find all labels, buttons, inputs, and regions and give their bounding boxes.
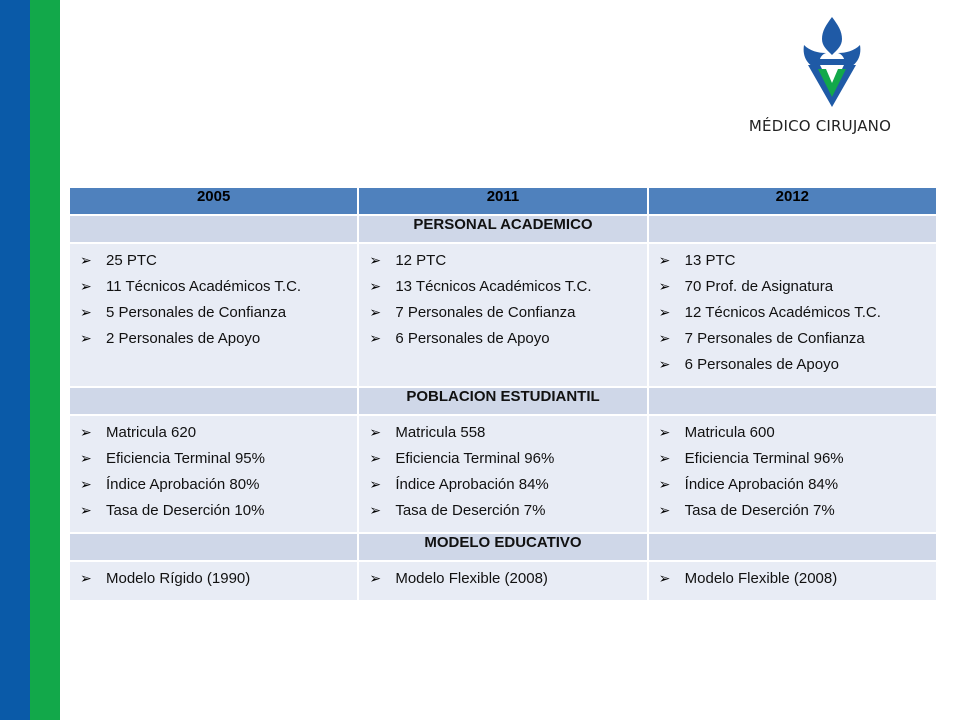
left-blue-bar <box>0 0 30 720</box>
list-item: ➢ 2 Personales de Apoyo <box>76 326 351 352</box>
bullet-list <box>359 562 646 600</box>
list-item: ➢ 11 Técnicos Académicos T.C. <box>76 274 351 300</box>
section-row-modelo-educativo <box>69 533 937 561</box>
table-row <box>69 415 937 533</box>
section-empty-cell <box>648 215 937 243</box>
section-empty-cell <box>648 387 937 415</box>
table-cell-2011 <box>358 415 647 533</box>
bullet-list <box>359 416 646 532</box>
bullet-list <box>649 416 936 532</box>
list-item: ➢ 25 PTC <box>76 248 351 274</box>
table-cell-2012 <box>648 243 937 387</box>
list-item: ➢ 7 Personales de Confianza <box>365 300 640 326</box>
bullet-list <box>359 244 646 360</box>
table-row <box>69 561 937 601</box>
list-item: ➢ 13 Técnicos Académicos T.C. <box>365 274 640 300</box>
section-empty-cell <box>69 533 358 561</box>
bullet-list <box>70 562 357 600</box>
list-item: ➢ Modelo Rígido (1990) <box>76 566 351 592</box>
bullet-list <box>649 244 936 386</box>
column-header-2012: 2012 <box>648 187 937 215</box>
list-item: ➢ Modelo Flexible (2008) <box>655 566 930 592</box>
section-title: POBLACION ESTUDIANTIL <box>358 387 647 415</box>
section-row-poblacion-estudiantil <box>69 387 937 415</box>
section-row-personal-academico <box>69 215 937 243</box>
career-title: MÉDICO CIRUJANO <box>748 117 892 135</box>
list-item: ➢ Tasa de Deserción 7% <box>365 498 640 524</box>
section-empty-cell <box>648 533 937 561</box>
list-item: ➢ Índice Aprobación 84% <box>655 472 930 498</box>
list-item: ➢ 5 Personales de Confianza <box>76 300 351 326</box>
list-item: ➢ Tasa de Deserción 7% <box>655 498 930 524</box>
column-header-2005: 2005 <box>69 187 358 215</box>
list-item: ➢ Eficiencia Terminal 96% <box>655 446 930 472</box>
list-item: ➢ 6 Personales de Apoyo <box>365 326 640 352</box>
table-cell-2005 <box>69 561 358 601</box>
comparison-table <box>68 186 938 602</box>
list-item: ➢ Índice Aprobación 80% <box>76 472 351 498</box>
section-empty-cell <box>69 215 358 243</box>
list-item: ➢ 12 Técnicos Académicos T.C. <box>655 300 930 326</box>
table-cell-2011 <box>358 243 647 387</box>
bullet-list <box>70 416 357 532</box>
list-item: ➢ Matricula 600 <box>655 420 930 446</box>
bullet-list <box>649 562 936 600</box>
list-item: ➢ Tasa de Deserción 10% <box>76 498 351 524</box>
university-logo-icon <box>800 15 864 109</box>
table-cell-2005 <box>69 243 358 387</box>
list-item: ➢ 70 Prof. de Asignatura <box>655 274 930 300</box>
section-title: PERSONAL ACADEMICO <box>358 215 647 243</box>
list-item: ➢ Eficiencia Terminal 95% <box>76 446 351 472</box>
list-item: ➢ Matricula 620 <box>76 420 351 446</box>
bullet-list <box>70 244 357 360</box>
table-cell-2012 <box>648 415 937 533</box>
column-header-2011: 2011 <box>358 187 647 215</box>
left-green-bar <box>30 0 60 720</box>
table-row <box>69 243 937 387</box>
list-item: ➢ Eficiencia Terminal 96% <box>365 446 640 472</box>
list-item: ➢ 13 PTC <box>655 248 930 274</box>
table-cell-2011 <box>358 561 647 601</box>
section-empty-cell <box>69 387 358 415</box>
header-row <box>69 187 937 215</box>
section-title: MODELO EDUCATIVO <box>358 533 647 561</box>
list-item: ➢ 7 Personales de Confianza <box>655 326 930 352</box>
list-item: ➢ Índice Aprobación 84% <box>365 472 640 498</box>
list-item: ➢ Matricula 558 <box>365 420 640 446</box>
table-cell-2012 <box>648 561 937 601</box>
table-cell-2005 <box>69 415 358 533</box>
list-item: ➢ Modelo Flexible (2008) <box>365 566 640 592</box>
list-item: ➢ 6 Personales de Apoyo <box>655 352 930 378</box>
list-item: ➢ 12 PTC <box>365 248 640 274</box>
